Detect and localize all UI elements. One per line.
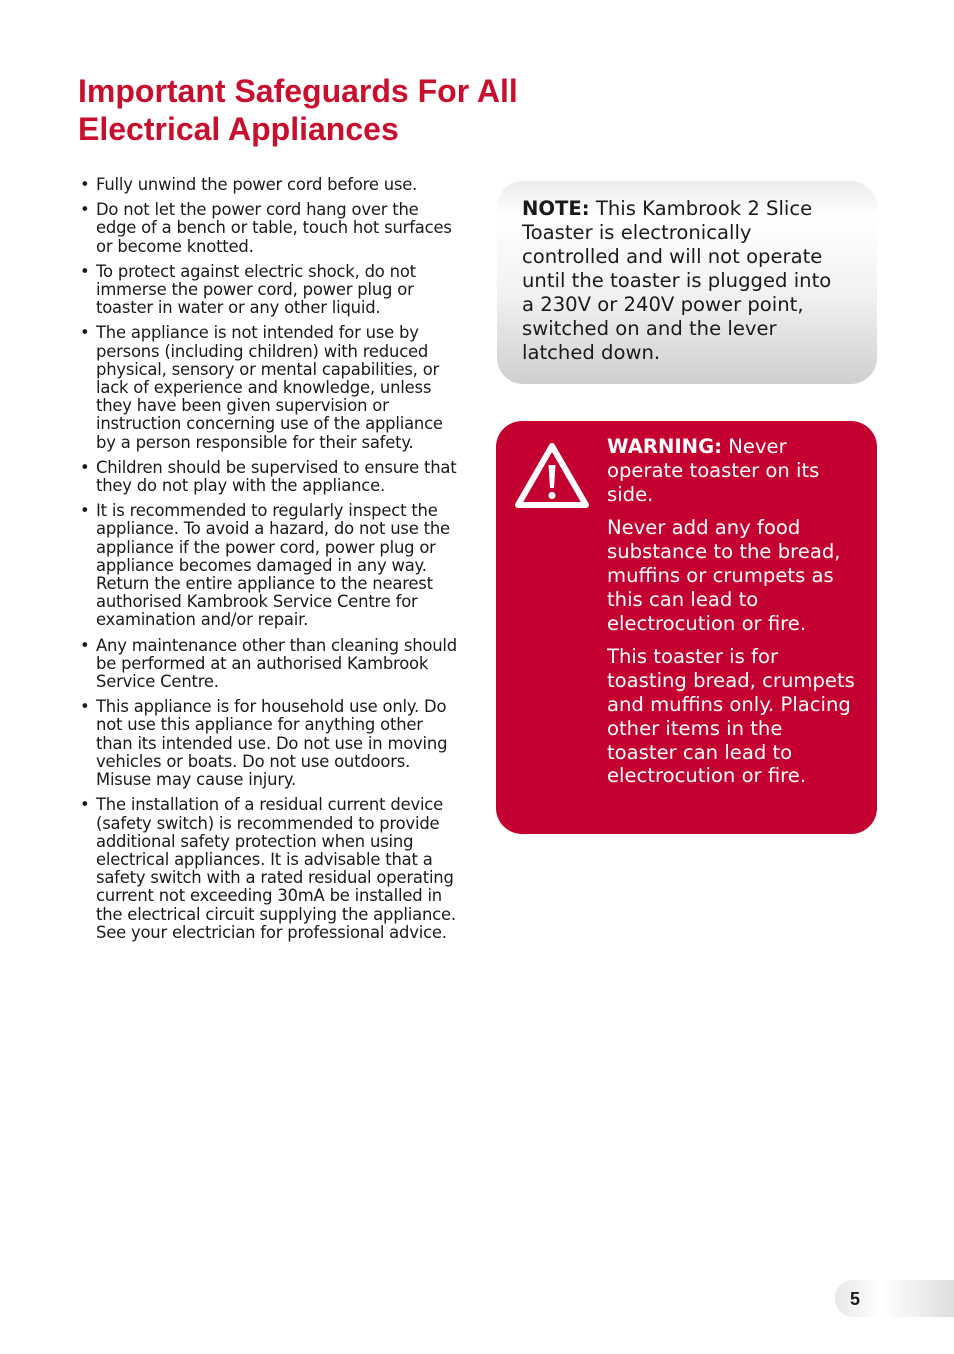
warning-paragraph-1 — [607, 435, 857, 506]
page-title-line-1: Important Safeguards For All — [78, 73, 518, 109]
warning-triangle-icon — [513, 441, 591, 511]
safeguard-item — [78, 201, 462, 256]
bullet: • — [80, 697, 90, 717]
safeguard-text: The appliance is not intended for use by persons (including children) with reduced physical, sensory or mental capabilities, or lack of experience and knowledge, unless they have been given supervision or instruction concerning use of the appliance by a person responsible for their safety. — [96, 323, 443, 452]
safeguard-text: This appliance is for household use only. Do not use this appliance for anything other than its intended use. Do not use in moving vehicles or boats. Do not use outdoors. Misuse may cause injury. — [96, 697, 448, 790]
bullet: • — [80, 200, 90, 220]
page-title-line-2: Electrical Appliances — [78, 111, 399, 147]
note-text: This Kambrook 2 Slice Toaster is electronically controlled and will not operate until the toaster is plugged into a 230V or 240V power point, switched on and the lever latched down. — [522, 197, 832, 364]
safeguard-item — [78, 176, 462, 194]
safeguard-text: Fully unwind the power cord before use. — [96, 175, 418, 194]
bullet: • — [80, 175, 90, 194]
safeguard-text: Children should be supervised to ensure that they do not play with the appliance. — [96, 457, 457, 496]
note-paragraph — [522, 197, 847, 365]
warning-paragraph-3: This toaster is for toasting bread, crumpets and muffins only. Placing other items in the toaster can lead to electrocution or fire. — [607, 645, 855, 788]
bullet: • — [80, 261, 90, 281]
safeguard-text: To protect against electric shock, do not immerse the power cord, power plug or toaster in water or any other liquid. — [96, 261, 416, 318]
safeguard-item — [78, 502, 462, 629]
safeguards-list — [78, 176, 462, 949]
bullet: • — [80, 501, 90, 521]
safeguard-text: The installation of a residual current device (safety switch) is recommended to provide additional safety protection when using electrical appliances. It is advisable that a safety switch with a rated residual operating current not exceeding 30mA be installed in the electrical circuit supplying the appliance. See your electrician for professional advice. — [96, 795, 456, 942]
warning-label: WARNING: — [607, 435, 722, 458]
safeguard-text: Do not let the power cord hang over the edge of a bench or table, touch hot surfaces or become knotted. — [96, 200, 452, 256]
warning-paragraph-2: Never add any food substance to the bread, muffins or crumpets as this can lead to electrocution or fire. — [607, 516, 841, 635]
note-label: NOTE: — [522, 197, 590, 220]
safeguard-item — [78, 698, 462, 789]
bullet: • — [80, 795, 90, 815]
page-title — [78, 72, 678, 148]
bullet: • — [80, 635, 90, 655]
safeguard-text: It is recommended to regularly inspect the appliance. To avoid a hazard, do not use the appliance if the power cord, power plug or appliance becomes damaged in any way. Return the entire appliance to the nearest authorised Kambrook Service Centre for examination and/or repair. — [96, 501, 450, 630]
bullet: • — [80, 457, 90, 477]
safeguard-item — [78, 796, 462, 942]
safeguard-item — [78, 263, 462, 318]
safeguard-item — [78, 459, 462, 495]
warning-text: Never operate toaster on its side. — [607, 435, 820, 506]
safeguard-text: Any maintenance other than cleaning should be performed at an authorised Kambrook Service Centre. — [96, 635, 457, 692]
safeguard-item — [78, 637, 462, 692]
safeguard-item — [78, 324, 462, 451]
note-box — [497, 181, 877, 384]
page-number: 5 — [850, 1289, 861, 1309]
bullet: • — [80, 323, 90, 343]
